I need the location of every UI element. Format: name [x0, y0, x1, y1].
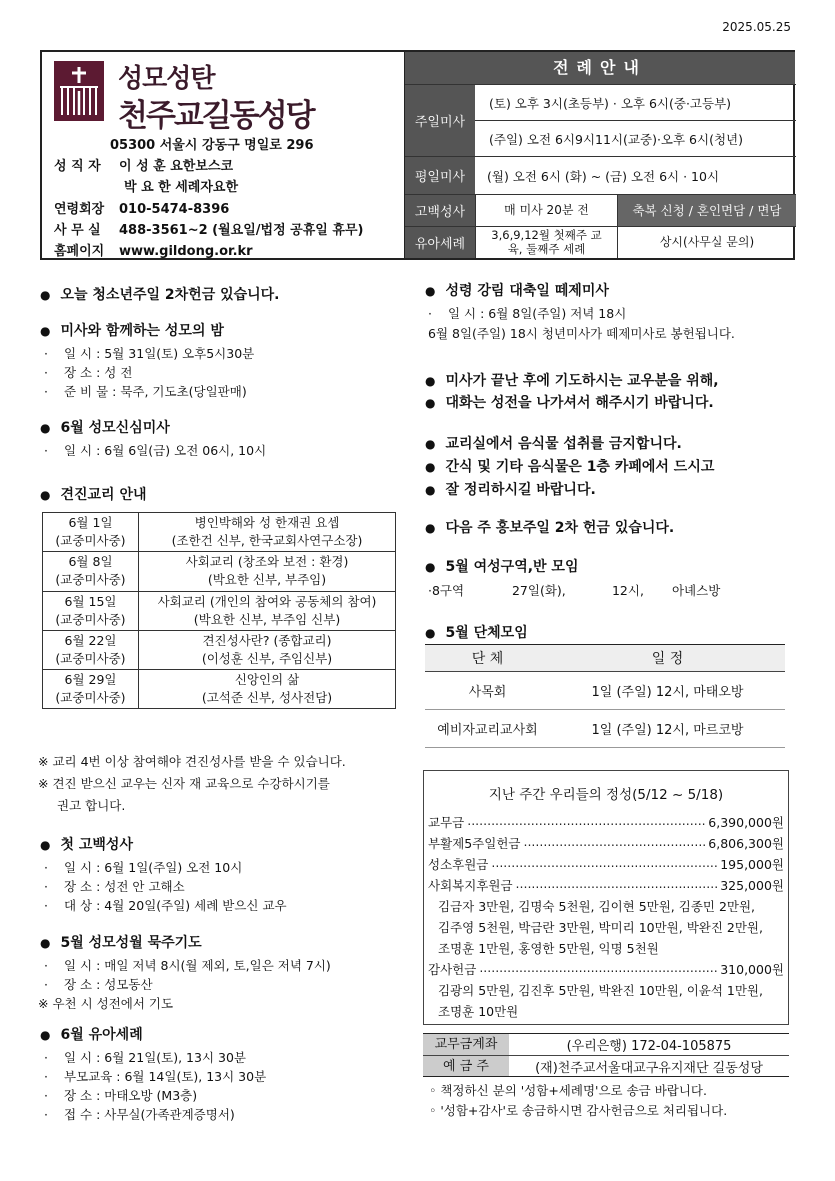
confirmation-note-2b: 권고 합니다. — [57, 798, 126, 813]
section-marian-mass: ● 6월 성모신심미사 — [40, 417, 170, 437]
thanks-donors-1: 김광의 5만원, 김진후 5만원, 박완진 10만원, 이윤석 1만원, — [438, 983, 763, 998]
welfare-donors-1: 김금자 3만원, 김명숙 5천원, 김이현 5만원, 김종민 2만원, — [438, 899, 756, 914]
offering-row: 사회복지후원금 ..... 325,000원 — [428, 876, 784, 894]
class-topic: 견진성사란? (종합교리) (이성훈 신부, 주임신부) — [139, 630, 396, 669]
group-name: 사목회 — [425, 672, 550, 710]
homepage-label: 홈페이지 — [54, 244, 105, 259]
parish-name: 천주교길동성당 — [118, 98, 314, 134]
sunday-sat-times: (토) 오후 3시(초등부) · 오후 6시(중·고등부) — [475, 85, 796, 121]
group-schedule: 1일 (주일) 12시, 마태오방 — [550, 672, 785, 710]
mass-schedule — [404, 52, 795, 258]
bank-note-1: ◦ 책정하신 분의 '성함+세례명'으로 송금 바랍니다. — [429, 1083, 707, 1098]
confession-row — [405, 194, 796, 226]
schedule-col-header: 일 정 — [550, 645, 785, 672]
first-confession-place: · 장 소 : 성전 안 고해소 — [44, 879, 185, 894]
group-name: 예비자교리교사회 — [425, 710, 550, 748]
section-women-meeting: ● 5월 여성구역,반 모임 — [425, 556, 578, 576]
confession-time: 매 미사 20분 전 — [475, 195, 617, 226]
class-date: 6월 1일 (교중미사중) — [43, 513, 139, 552]
marian-mass-time: · 일 시 : 6월 6일(금) 오전 06시, 10시 — [44, 443, 267, 458]
council-row — [54, 198, 229, 217]
logo-subtitle: 성모성탄 — [118, 64, 215, 94]
sunday-mass-label: 주일미사 — [405, 85, 475, 156]
class-date: 6월 22일 (교중미사중) — [43, 630, 139, 669]
address: 05300 서울시 강동구 명일로 296 — [110, 138, 314, 153]
offering-row: 성소후원금 ..... 195,000원 — [428, 855, 784, 873]
group-row — [425, 710, 785, 748]
notice-no-food-2: ● 간식 및 기타 음식물은 1층 카페에서 드시고 — [425, 456, 714, 476]
class-date: 6월 15일 (교중미사중) — [43, 591, 139, 630]
account-holder-label: 예 금 주 — [423, 1056, 509, 1076]
first-confession-target: · 대 상 : 4월 20일(주일) 세례 받으신 교우 — [44, 898, 287, 913]
rosary-place: · 장 소 : 성모동산 — [44, 977, 153, 992]
pastor-1: 이 성 훈 요한보스코 — [119, 159, 234, 174]
bank-note-2: ◦ '성함+감사'로 송금하시면 감사헌금으로 처리됩니다. — [429, 1103, 728, 1118]
class-topic: 사회교리 (창조와 보전 : 환경) (박요한 신부, 부주임) — [139, 552, 396, 591]
pastor-2: 박 요 한 세례자요한 — [124, 180, 239, 195]
offering-row: 부활제5주일헌금 ..... 6,806,300원 — [428, 834, 784, 852]
mary-night-time: · 일 시 : 5월 31일(토) 오후5시30분 — [44, 346, 255, 361]
notice-after-mass: ● 미사가 끝난 후에 기도하시는 교우분을 위해, — [425, 370, 719, 390]
class-row — [43, 630, 396, 669]
bank-account-label: 교무금계좌 — [423, 1034, 509, 1055]
infant-baptism-row — [405, 226, 796, 258]
bank-info — [423, 1033, 789, 1119]
class-row — [43, 513, 396, 552]
baptism-place: · 장 소 : 마태오방 (M3층) — [44, 1088, 198, 1103]
sunday-sun-times: (주일) 오전 6시9시11시(교중)·오후 6시(청년) — [489, 132, 743, 147]
welfare-donors-3: 조명훈 1만원, 홍영한 5만원, 익명 5천원 — [438, 941, 659, 956]
class-topic: 사회교리 (개인의 참여와 공동체의 참여) (박요한 신부, 부주임 신부) — [139, 591, 396, 630]
mary-night-place: · 장 소 : 성 전 — [44, 365, 133, 380]
section-rosary: ● 5월 성모성월 묵주기도 — [40, 932, 202, 952]
bank-account-row — [423, 1033, 789, 1055]
offering-box — [423, 770, 789, 1025]
pastor-label: 성 직 자 — [54, 159, 101, 174]
baptism-parent-edu: · 부모교육 : 6월 14일(토), 13시 30분 — [44, 1069, 267, 1084]
schedule-title: 전례안내 — [405, 52, 795, 84]
pastor-row — [54, 155, 233, 174]
taize-time: · 일 시 : 6월 8일(주일) 저녁 18시 — [428, 306, 627, 321]
class-date: 6월 8일 (교중미사중) — [43, 552, 139, 591]
section-infant-baptism: ● 6월 유아세례 — [40, 1024, 143, 1044]
infant-baptism-schedule: 3,6,9,12월 첫째주 교육, 둘째주 세례 — [475, 227, 617, 258]
baptism-time: · 일 시 : 6월 21일(토), 13시 30분 — [44, 1050, 246, 1065]
confession-label: 고백성사 — [405, 195, 475, 226]
class-date: 6월 29일 (교중미사중) — [43, 670, 139, 709]
sunday-mass-row — [405, 84, 796, 156]
bank-account-number: (우리은행) 172-04-105875 — [566, 1039, 732, 1054]
baptism-reception: · 접 수 : 사무실(가족관계증명서) — [44, 1107, 235, 1122]
group-col-header: 단 체 — [425, 645, 550, 672]
notice-youth-sunday: ● 오늘 청소년주일 2차헌금 있습니다. — [40, 284, 280, 304]
confirmation-note-1: ※ 교리 4번 이상 참여해야 견진성사를 받을 수 있습니다. — [38, 754, 346, 769]
account-holder-row — [423, 1055, 789, 1077]
section-taize-mass: ● 성령 강림 대축일 떼제미사 — [425, 280, 609, 300]
class-topic: 신앙인의 삶 (고석준 신부, 성사전담) — [139, 670, 396, 709]
blessing-request: 축복 신청 / 혼인면담 / 면담 — [617, 195, 796, 226]
header-box — [40, 50, 795, 260]
section-group-meeting: ● 5월 단체모임 — [425, 622, 528, 642]
infant-baptism-label: 유아세례 — [405, 227, 475, 258]
class-row — [43, 670, 396, 709]
welfare-donors-2: 김주영 5천원, 박금란 3만원, 박미리 10만원, 박완진 2만원, — [438, 920, 763, 935]
homepage-link[interactable]: www.gildong.or.kr — [119, 244, 253, 259]
offering-title: 지난 주간 우리들의 정성(5/12 ~ 5/18) — [488, 787, 724, 803]
group-meeting-table — [425, 644, 785, 748]
office-label: 사 무 실 — [54, 223, 101, 238]
weekday-mass-row — [405, 156, 796, 194]
first-confession-time: · 일 시 : 6월 1일(주일) 오전 10시 — [44, 860, 243, 875]
confirmation-note-2a: ※ 견진 받으신 교우는 신자 재 교육으로 수강하시기를 — [38, 776, 330, 791]
council-phone: 010-5474-8396 — [119, 202, 230, 217]
bulletin-date: 2025.05.25 — [722, 20, 791, 34]
office-phone: 488-3561~2 (월요일/법정 공휴일 휴무) — [119, 223, 364, 238]
thanks-offering-row: 감사헌금 ..... 310,000원 — [428, 960, 784, 978]
homepage-row — [54, 240, 253, 259]
account-holder-name: (재)천주교서울대교구유지재단 길동성당 — [535, 1060, 763, 1076]
mary-night-items: · 준 비 물 : 묵주, 기도초(당일판매) — [44, 384, 247, 399]
parish-info — [42, 52, 404, 258]
group-row — [425, 672, 785, 710]
thanks-donors-2: 조명훈 10만원 — [438, 1004, 519, 1019]
class-row — [43, 552, 396, 591]
section-first-confession: ● 첫 고백성사 — [40, 834, 133, 854]
always-inquiry: 상시(사무실 문의) — [617, 227, 796, 258]
class-row — [43, 591, 396, 630]
notice-no-food: ● 교리실에서 음식물 섭취를 금지합니다. — [425, 433, 682, 453]
weekday-times: (월) 오전 6시 (화) ~ (금) 오전 6시 · 10시 — [487, 168, 720, 184]
taize-note: 6월 8일(주일) 18시 청년미사가 떼제미사로 봉헌됩니다. — [428, 326, 735, 341]
weekday-mass-label: 평일미사 — [405, 157, 475, 194]
notice-no-food-3: ● 잘 정리하시길 바랍니다. — [425, 479, 596, 499]
offering-row: 교무금 ..... 6,390,000원 — [428, 813, 784, 831]
section-mary-night: ● 미사와 함께하는 성모의 밤 — [40, 320, 224, 340]
office-row — [54, 219, 363, 238]
class-topic: 병인박해와 성 한재권 요셉 (조한건 신부, 한국교회사연구소장) — [139, 513, 396, 552]
rosary-time: · 일 시 : 매일 저녁 8시(월 제외, 토,일은 저녁 7시) — [44, 958, 331, 973]
section-confirmation-class: ● 견진교리 안내 — [40, 484, 147, 504]
rosary-rain-note: ※ 우천 시 성전에서 기도 — [38, 996, 174, 1011]
group-schedule: 1일 (주일) 12시, 마르코방 — [550, 710, 785, 748]
parish-logo-icon — [54, 61, 104, 121]
women-meeting-row: ·8구역 27일(화), 12시, 아녜스방 — [428, 583, 721, 598]
council-label: 연령회장 — [54, 202, 105, 217]
confirmation-class-table — [42, 512, 396, 709]
notice-promo-sunday: ● 다음 주 홍보주일 2차 헌금 있습니다. — [425, 517, 674, 537]
notice-after-mass-2: ● 대화는 성전을 나가셔서 해주시기 바랍니다. — [425, 392, 714, 412]
